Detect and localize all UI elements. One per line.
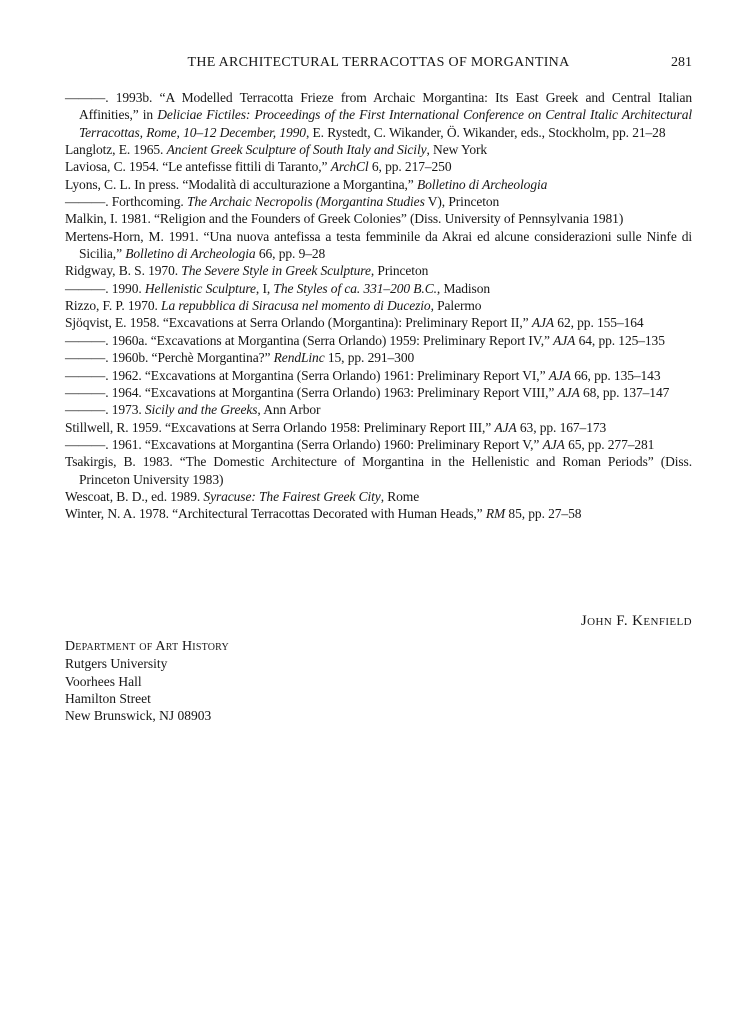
entry-text: ———. 1960b. “Perchè Morgantina?” xyxy=(65,350,274,366)
bibliography-entry xyxy=(65,210,692,227)
entry-text: ———. 1961. “Excavations at Morgantina (Serra Orlando) 1960: Preliminary Report V,” xyxy=(65,436,543,452)
entry-text: 64, pp. 125–135 xyxy=(575,332,665,348)
entry-title-italic: AJA xyxy=(553,332,576,348)
entry-text: , New York xyxy=(426,142,488,158)
bibliography-entry xyxy=(65,193,692,210)
entry-text: Mertens-Horn, M. 1991. “Una nuova antefissa a testa femminile da Akrai ed alcune considerazioni sulle Ninfe di Sicilia,” xyxy=(65,228,692,262)
bibliography-entry xyxy=(65,262,692,279)
entry-text: ———. Forthcoming. xyxy=(65,194,187,210)
entry-text: ———. 1993b. “A Modelled Terracotta Frieze from Archaic Morgantina: Its East Greek and Central Italian Affinities,” in xyxy=(65,90,692,123)
entry-text: Rizzo, F. P. 1970. xyxy=(65,298,162,314)
entry-text: , I, xyxy=(255,280,274,296)
entry-title-italic: AJA xyxy=(548,367,571,383)
entry-title-italic: Hellenistic Sculpture xyxy=(144,280,256,296)
entry-text: ———. 1964. “Excavations at Morgantina (Serra Orlando) 1963: Preliminary Report VIII,” xyxy=(65,384,558,400)
entry-text: 63, pp. 167–173 xyxy=(516,419,607,435)
entry-text: ———. 1990. xyxy=(65,280,145,296)
entry-text: , Palermo xyxy=(430,298,482,314)
bibliography-entry xyxy=(65,297,692,314)
address-line: Department of Art History xyxy=(65,639,229,654)
entry-text: Langlotz, E. 1965. xyxy=(65,142,167,158)
entry-text: , E. Rystedt, C. Wikander, Ö. Wikander, eds., Stockholm, pp. 21–28 xyxy=(305,124,666,140)
entry-title-italic: AJA xyxy=(557,384,580,400)
entry-text: Lyons, C. L. In press. “Modalità di acculturazione a Morgantina,” xyxy=(65,176,417,192)
author-address xyxy=(65,638,692,725)
entry-title-italic: The Severe Style in Greek Sculpture xyxy=(181,263,371,279)
bibliography-entry xyxy=(65,141,692,158)
entry-text: 6, pp. 217–250 xyxy=(368,159,452,175)
entry-title-italic: AJA xyxy=(494,419,517,435)
bibliography-entry xyxy=(65,488,692,505)
bibliography-entry xyxy=(65,349,692,366)
bibliography-entry xyxy=(65,367,692,384)
entry-text: Wescoat, B. D., ed. 1989. xyxy=(65,488,204,504)
entry-title-italic: Ancient Greek Sculpture of South Italy and Sicily xyxy=(166,142,427,158)
entry-text: 66, pp. 9–28 xyxy=(255,246,326,262)
author-name: John F. Kenfield xyxy=(580,613,692,629)
entry-title-italic: Sicily and the Greeks xyxy=(144,402,258,418)
entry-text: Tsakirgis, B. 1983. “The Domestic Architecture of Morgantina in the Hellenistic and Roman Periods” (Diss. Princeton University 1983) xyxy=(65,454,692,487)
address-line: Rutgers University xyxy=(65,656,168,672)
entry-text: , Princeton xyxy=(370,263,429,279)
address-line: Hamilton Street xyxy=(65,691,151,707)
entry-text: ———. 1973. xyxy=(65,402,145,418)
bibliography-entry xyxy=(65,176,692,193)
signature-block xyxy=(65,613,692,725)
entry-text: Winter, N. A. 1978. “Architectural Terracottas Decorated with Human Heads,” xyxy=(65,506,486,522)
entry-text: Sjöqvist, E. 1958. “Excavations at Serra Orlando (Morgantina): Preliminary Report II,” xyxy=(65,315,532,331)
entry-title-italic: RM xyxy=(485,506,506,522)
entry-title-italic: Bolletino di Archeologia xyxy=(125,246,256,262)
bibliography-entry xyxy=(65,332,692,349)
entry-title-italic: Bolletino di Archeologia xyxy=(416,176,548,192)
entry-text: , Ann Arbor xyxy=(257,402,321,418)
entry-text: , Rome xyxy=(380,488,420,504)
bibliography-entry xyxy=(65,384,692,401)
entry-text: Stillwell, R. 1959. “Excavations at Serra Orlando 1958: Preliminary Report III,” xyxy=(65,419,495,435)
bibliography-entry xyxy=(65,158,692,175)
entry-text: 62, pp. 155–164 xyxy=(554,315,644,331)
entry-title-italic: Deliciae Fictiles: Proceedings of the First International Conference on Central Italic Architectural Terracottas, Rome, 10–12 December, 1990 xyxy=(79,107,692,140)
entry-text: Malkin, I. 1981. “Religion and the Founders of Greek Colonies” (Diss. University of Pennsylvania 1981) xyxy=(65,211,624,227)
entry-text: 65, pp. 277–281 xyxy=(564,436,655,452)
entry-text: 15, pp. 291–300 xyxy=(324,350,415,366)
entry-title-italic: The Archaic Necropolis (Morgantina Studies xyxy=(186,194,425,210)
entry-title-italic: La repubblica di Siracusa nel momento di Ducezio xyxy=(161,298,431,314)
bibliography-entry xyxy=(65,505,692,522)
bibliography-entry xyxy=(65,453,692,488)
running-head-title: THE ARCHITECTURAL TERRACOTTAS OF MORGANTINA xyxy=(187,55,570,70)
entry-text: Ridgway, B. S. 1970. xyxy=(65,263,182,279)
entry-text: ———. 1960a. “Excavations at Morgantina (Serra Orlando) 1959: Preliminary Report IV,” xyxy=(65,332,554,348)
entry-title-italic: Syracuse: The Fairest Greek City xyxy=(203,488,381,504)
entry-text: ———. 1962. “Excavations at Morgantina (Serra Orlando) 1961: Preliminary Report VI,” xyxy=(65,367,549,383)
entry-text: 68, pp. 137–147 xyxy=(579,384,670,400)
page-number: 281 xyxy=(671,55,692,70)
entry-text: , Madison xyxy=(436,280,490,296)
entry-text: V), Princeton xyxy=(424,194,500,210)
entry-text: Laviosa, C. 1954. “Le antefisse fittili di Taranto,” xyxy=(65,159,331,175)
bibliography-entry xyxy=(65,314,692,331)
address-line: Voorhees Hall xyxy=(65,673,142,689)
page-header xyxy=(65,55,692,71)
entry-title-italic: ArchCl xyxy=(330,159,369,175)
bibliography xyxy=(65,89,692,523)
address-line: New Brunswick, NJ 08903 xyxy=(65,708,212,724)
entry-title-italic: AJA xyxy=(531,315,555,331)
bibliography-entry xyxy=(65,419,692,436)
entry-text: 66, pp. 135–143 xyxy=(570,367,661,383)
bibliography-entry xyxy=(65,401,692,418)
entry-title-italic: RendLinc xyxy=(273,350,325,366)
bibliography-entry xyxy=(65,228,692,263)
entry-title-italic: The Styles of ca. 331–200 B.C. xyxy=(273,280,437,296)
entry-title-italic: AJA xyxy=(542,436,565,452)
entry-text: 85, pp. 27–58 xyxy=(505,506,582,522)
bibliography-entry xyxy=(65,436,692,453)
bibliography-entry xyxy=(65,89,692,141)
bibliography-entry xyxy=(65,280,692,297)
